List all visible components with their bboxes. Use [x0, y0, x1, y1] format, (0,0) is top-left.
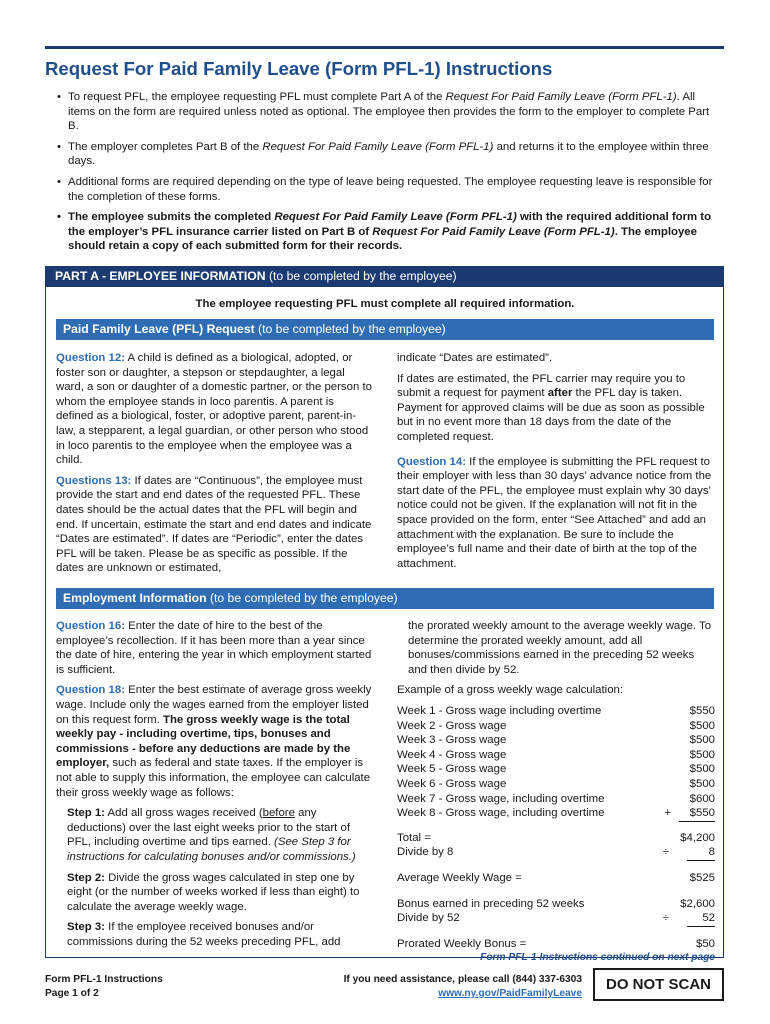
week-label: Week 5 - Gross wage — [397, 763, 507, 776]
total-label: Total = — [397, 831, 431, 844]
step-underline: before — [262, 807, 295, 820]
week-amount-group — [671, 762, 715, 777]
page-title: Request For Paid Family Leave (Form PFL-1) Instructions — [45, 58, 553, 79]
question-label: Question 18: — [56, 684, 125, 697]
week-label: Week 8 - Gross wage, including overtime — [397, 807, 605, 820]
average-amount: $525 — [689, 871, 715, 884]
question-label: Question 14: — [397, 455, 466, 468]
divide-amount: 8 — [687, 845, 715, 861]
week-sign: + — [664, 807, 671, 820]
divide-sign: ÷ — [662, 912, 669, 925]
bullet-4 — [57, 210, 717, 254]
example-title: Example of a gross weekly wage calculation: — [397, 684, 624, 697]
bullet-text: and returns it to the employee within three days. — [68, 140, 709, 168]
step-italic: (See Step 3 for instructions for calculating bonuses and/or commissions.) — [67, 836, 356, 863]
prorated-amount: $50 — [695, 937, 715, 950]
week-amount: $500 — [689, 748, 715, 761]
divide-amount-group — [663, 845, 715, 860]
step-2 — [56, 871, 374, 915]
bullet-text: Additional forms are required depending on the type of leave being requested. The employee requesting leave is responsible for the completion of these forms. — [68, 175, 713, 203]
question-13 — [56, 474, 374, 576]
weekly-wage-list — [397, 704, 715, 821]
week-amount-group — [671, 704, 715, 719]
continued-note: Form PFL-1 Instructions continued on next page — [480, 952, 715, 964]
week-row — [397, 777, 715, 792]
employment-left-column — [56, 619, 374, 955]
required-info-note: The employee requesting PFL must complete all required information. — [195, 298, 575, 310]
step-label: Step 3: — [67, 921, 105, 934]
employment-right-column — [397, 619, 715, 966]
note-bold: after — [547, 387, 573, 400]
week-row — [397, 748, 715, 763]
week-amount-group — [671, 792, 715, 807]
week-label: Week 7 - Gross wage, including overtime — [397, 792, 605, 805]
employment-label: Employment Information — [63, 591, 207, 605]
question-16 — [56, 619, 374, 677]
part-a-label: PART A - EMPLOYEE INFORMATION — [55, 269, 266, 283]
bullet-text: The employer completes Part B of the — [68, 140, 263, 153]
week-amount-group — [671, 733, 715, 748]
part-a-header — [45, 266, 724, 287]
bullet-text: with the required additional form to the employer’s PFL insurance carrier listed on Part B of — [68, 211, 712, 238]
footer-page-number: Page 1 of 2 — [45, 988, 99, 999]
note-text: If dates are estimated, the PFL carrier may require you to submit a request for payment — [397, 372, 686, 400]
question-13-continued: indicate “Dates are estimated”. — [397, 352, 553, 364]
bullet-text: The employee submits the completed — [68, 211, 275, 224]
bonus-label: Bonus earned in preceding 52 weeks — [397, 897, 585, 910]
question-text: such as federal and state taxes. If the employer is not able to supply this information, the employee can calculate their gross weekly wage as follows: — [56, 757, 371, 799]
pfl-right-column — [397, 351, 715, 577]
bonus-row — [397, 897, 715, 912]
bullet-1 — [57, 90, 717, 134]
footer-phone: If you need assistance, please call (844) 337-6303 — [343, 974, 582, 985]
step-1 — [56, 806, 374, 864]
week-amount: $600 — [689, 792, 715, 805]
week-amount: $550 — [689, 704, 715, 717]
week-label: Week 4 - Gross wage — [397, 748, 507, 761]
bullet-text: . All items on the form are required unless noted as optional. The employee then provides the form to the employer to complete Part B. — [68, 91, 710, 133]
week-row — [397, 762, 715, 777]
pfl-request-note: (to be completed by the employee) — [254, 322, 446, 336]
bullet-text: To request PFL, the employee requesting PFL must complete Part A of the — [68, 91, 446, 103]
question-14 — [397, 455, 715, 572]
divide-by-8-row — [397, 845, 715, 860]
week-label: Week 6 - Gross wage — [397, 777, 507, 790]
total-amount: $4,200 — [680, 831, 715, 844]
question-bold: The gross weekly wage is the total weekly pay - including overtime, tips, bonuses and commissions - before any deductions are made by the employer, — [56, 713, 351, 770]
week-label: Week 3 - Gross wage — [397, 734, 507, 747]
step-3-continued: the prorated weekly amount to the average weekly wage. To determine the prorated weekly amount, add all bonuses/commissions earned in the preceding 52 weeks and then divide by 52. — [408, 620, 712, 676]
week-amount: $500 — [689, 719, 715, 732]
form-name-italic: Request For Paid Family Leave (Form PFL-1) — [445, 91, 677, 103]
divide-sign: ÷ — [662, 846, 669, 859]
week-amount-group — [671, 777, 715, 792]
week-amount: $500 — [689, 763, 715, 776]
question-text: Enter the date of hire to the best of the employee’s recollection. If it has been more than a year since the date of hire, entering the year in which employment started is sufficient. — [56, 620, 372, 676]
average-weekly-wage-row — [397, 871, 715, 886]
week-row — [397, 792, 715, 807]
step-3 — [56, 920, 374, 949]
prorated-bonus-row — [397, 937, 715, 952]
week-row — [397, 719, 715, 734]
form-name-italic: Request For Paid Family Leave (Form PFL-1) — [262, 140, 494, 153]
footer-form-name: Form PFL-1 Instructions — [45, 974, 163, 985]
footer-form-info — [45, 973, 163, 1001]
step-text: Divide the gross wages calculated in step one by eight (or the number of weeks worked if less than eight) to calculate the average weekly wage. — [67, 871, 360, 913]
step-text: If the employee received bonuses and/or commissions during the 52 weeks preceding PFL, add — [67, 921, 341, 948]
week-amount-group — [671, 748, 715, 763]
week-row — [397, 806, 715, 821]
bonus-amount: $2,600 — [680, 897, 715, 910]
question-text: If the employee is submitting the PFL request to their employer with less than 30 days’ advance notice from the start date of the PFL, the employee must explain why 30 days’ notice could not be given. If the explanation will not fit in the space provided on the form, enter “See Attached” and add an attachment with the explanation. Be sure to include the employee’s full name and their date of birth at the top of the attachment. — [397, 455, 712, 570]
week-row — [397, 733, 715, 748]
question-text: If dates are “Continuous”, the employee must provide the start and end dates of the requested PFL. These dates should be the actual dates that the PFL will begin and end. If uncertain, estimate the start and end dates and indicate “Dates are estimated”. If dates are “Periodic”, enter the dates PFL will be taken. Please be as specific as possible. If the dates are unknown or estimated, — [56, 474, 372, 575]
bullet-2 — [57, 140, 717, 169]
pfl-left-column — [56, 351, 374, 582]
question-label: Question 12: — [56, 352, 125, 364]
question-18 — [56, 683, 374, 800]
divide-amount-group — [663, 911, 715, 926]
question-text: Enter the best estimate of average gross weekly wage. Include only the wages earned from the employer listed on this request form. — [56, 684, 372, 726]
question-label: Question 16: — [56, 620, 125, 632]
top-rule — [45, 46, 724, 49]
step-label: Step 1: — [67, 807, 105, 820]
divide-amount: 52 — [687, 911, 715, 927]
week-amount: $500 — [689, 777, 715, 790]
question-label: Questions 13: — [56, 474, 132, 487]
note-text: the PFL day is taken. Payment for approved claims will be due as soon as possible but in no event more than 18 days from the date of the completed request. — [397, 387, 705, 443]
footer-url-link[interactable]: www.ny.gov/PaidFamilyLeave — [438, 988, 582, 999]
week-amount: $550 — [679, 806, 715, 822]
week-amount: $500 — [689, 734, 715, 747]
week-label: Week 1 - Gross wage including overtime — [397, 704, 602, 717]
form-name-italic: Request For Paid Family Leave (Form PFL-1) — [372, 225, 615, 238]
do-not-scan-box: DO NOT SCAN — [593, 968, 724, 1001]
question-text: A child is defined as a biological, adopted, or foster son or daughter, a stepson or stepdaughter, a legal ward, a son or daughter of a domestic partner, or the person to whom the employee stands in loco parentis. A parent is defined as a biological, foster, or adoptive parent, parent-in-law, a stepparent, a legal guardian, or other person who stood in loco parentis to the employee when the employee was a child. — [56, 352, 372, 467]
footer-assistance — [330, 973, 582, 1001]
employment-note: (to be completed by the employee) — [206, 591, 398, 605]
pfl-request-label: Paid Family Leave (PFL) Request — [63, 322, 255, 336]
bullet-3 — [57, 175, 717, 204]
step-text: Add all gross wages received ( — [104, 807, 263, 820]
step-text: any deductions) over the last eight weeks prior to the start of PFL, including overtime and tips earned. — [67, 807, 351, 849]
week-label: Week 2 - Gross wage — [397, 719, 507, 732]
total-row — [397, 831, 715, 846]
form-name-italic: Request For Paid Family Leave (Form PFL-1) — [274, 211, 517, 224]
average-label: Average Weekly Wage = — [397, 871, 522, 884]
divide-label: Divide by 52 — [397, 912, 460, 925]
prorated-label: Prorated Weekly Bonus = — [397, 937, 527, 950]
divide-by-52-row — [397, 911, 715, 926]
estimated-dates-note — [397, 372, 715, 445]
pfl-request-header — [56, 319, 714, 340]
week-row — [397, 704, 715, 719]
part-a-note: (to be completed by the employee) — [265, 269, 457, 283]
bullet-text: . The employee should retain a copy of each submitted form for their records. — [68, 225, 697, 253]
step-label: Step 2: — [67, 871, 105, 884]
week-amount-group — [671, 719, 715, 734]
intro-bullets — [57, 90, 717, 260]
employment-header — [56, 588, 714, 609]
divide-label: Divide by 8 — [397, 846, 454, 859]
question-12 — [56, 351, 374, 468]
week-amount-group — [664, 806, 715, 821]
